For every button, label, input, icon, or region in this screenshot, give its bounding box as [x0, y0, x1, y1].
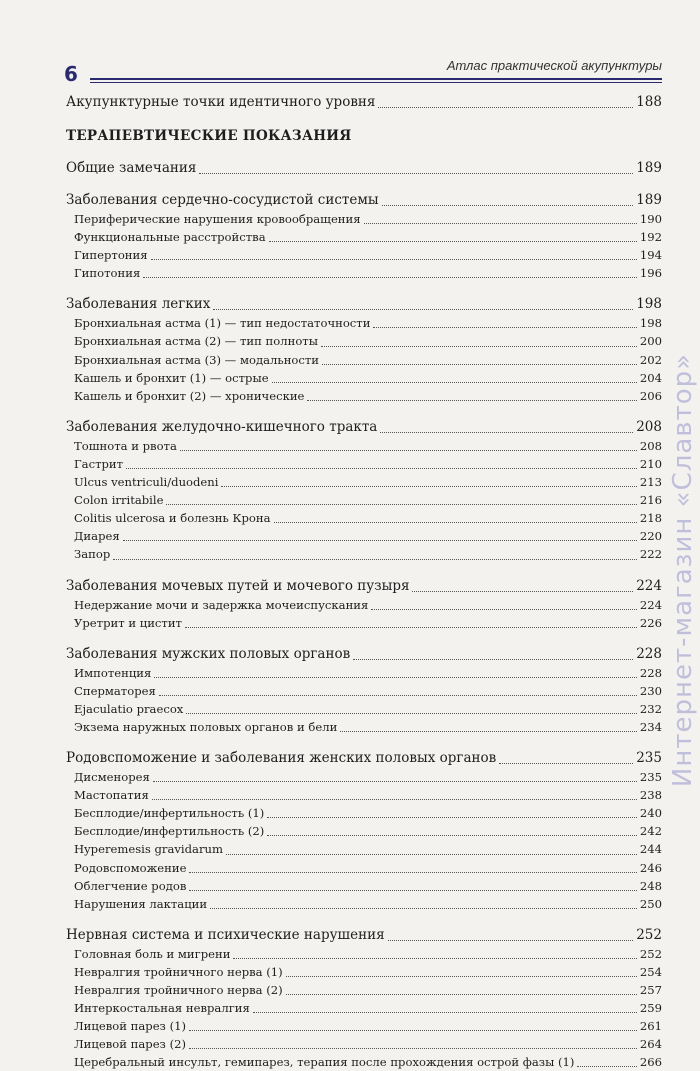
toc-subentry-page: 210 [639, 456, 662, 471]
leader-dots [123, 540, 637, 541]
leader-dots [499, 763, 633, 764]
toc-subentry [66, 369, 662, 387]
toc-subentry [66, 264, 662, 282]
toc-subentry-page: 246 [639, 860, 662, 875]
toc-chapter-label: Общие замечания [66, 160, 197, 176]
toc-subentry [66, 455, 662, 473]
leader-dots [189, 872, 636, 873]
header-rule-thin [90, 82, 662, 83]
leader-dots [371, 609, 637, 610]
toc-subentry-page: 230 [639, 683, 662, 698]
toc-chapter-label: Заболевания сердечно-сосудистой системы [66, 192, 379, 208]
toc-subentry-page: 238 [639, 788, 662, 803]
toc-subentry [66, 1017, 662, 1035]
toc-subentry-page: 252 [639, 946, 662, 961]
toc-subentry-label: Недержание мочи и задержка мочеиспускания [74, 597, 369, 612]
toc-chapter-page: 189 [636, 160, 662, 176]
leader-dots [199, 173, 633, 174]
toc-subentry-label: Гастрит [74, 456, 124, 471]
toc-subentry-page: 266 [639, 1055, 662, 1070]
leader-dots [286, 994, 637, 995]
toc-subentry [66, 981, 662, 999]
toc-subentry-label: Бесплодие/инфертильность (1) [74, 806, 265, 821]
toc-subentry-label: Ulcus ventriculi/duodeni [74, 475, 219, 490]
toc-subentry [66, 682, 662, 700]
toc-subentry-page: 192 [639, 230, 662, 245]
leader-dots [378, 107, 633, 108]
toc-subentry [66, 351, 662, 369]
leader-dots [577, 1066, 636, 1067]
toc-chapter-page: 252 [636, 926, 662, 943]
toc-chapter [66, 576, 662, 596]
toc-chapter [66, 294, 662, 314]
toc-subentry [66, 596, 662, 614]
toc-chapter-label: Заболевания мужских половых органов [66, 645, 351, 662]
leader-dots [126, 468, 637, 469]
toc-subentry-page: 208 [639, 438, 662, 453]
toc-subentry-label: Облегчение родов [74, 878, 187, 893]
toc-subentry [66, 614, 662, 632]
leader-dots [210, 908, 637, 909]
toc-subentry-page: 235 [639, 770, 662, 785]
toc-subentry-label: Бронхиальная астма (1) — тип недостаточности [74, 316, 371, 331]
toc-subentry-page: 261 [639, 1019, 662, 1034]
toc-chapter-label: Родовспоможение и заболевания женских половых органов [66, 750, 497, 767]
toc-subentry-label: Тошнота и рвота [74, 438, 177, 453]
toc-subentry-page: 257 [639, 983, 662, 997]
toc-chapter [66, 925, 662, 945]
toc-subentry [66, 859, 662, 877]
toc-chapter-label: Заболевания желудочно-кишечного тракта [66, 418, 378, 435]
table-of-contents [66, 92, 662, 1071]
toc-subentry-label: Лицевой парез (1) [74, 1019, 186, 1034]
toc-subentry-label: Мастопатия [74, 788, 149, 803]
toc-subentry-page: 190 [639, 212, 662, 226]
leader-dots [154, 677, 637, 678]
toc-subentry-page: 259 [639, 1001, 662, 1016]
leader-dots [152, 799, 637, 800]
toc-subentry-page: 218 [639, 511, 662, 526]
leader-dots [272, 382, 637, 383]
leader-dots [233, 958, 636, 959]
toc-subentry-label: Дисменорея [74, 770, 150, 785]
toc-subentry [66, 999, 662, 1017]
leader-dots [380, 432, 633, 433]
toc-subentry [66, 387, 662, 405]
leader-dots [221, 486, 636, 487]
leader-dots [307, 400, 636, 401]
toc-subentry [66, 1035, 662, 1053]
toc-subentry-label: Импотенция [74, 665, 152, 680]
toc-subentry [66, 822, 662, 840]
toc-subentry-page: 242 [639, 824, 662, 839]
toc-subentry-page: 220 [639, 529, 662, 544]
toc-subentry-page: 244 [639, 842, 662, 857]
leader-dots [253, 1012, 637, 1013]
leader-dots [340, 731, 637, 732]
toc-subentry-label: Colitis ulcerosa и болезнь Крона [74, 511, 271, 526]
toc-subentry-label: Невралгия тройничного нерва (1) [74, 964, 283, 979]
toc-subentry [66, 895, 662, 913]
toc-subentry-page: 240 [639, 806, 662, 821]
toc-subentry-label: Диарея [74, 529, 120, 544]
toc-subentry-page: 234 [639, 719, 662, 734]
toc-entry-label: Акупунктурные точки идентичного уровня [66, 94, 376, 110]
toc-subentry [66, 664, 662, 682]
toc-subentry [66, 210, 662, 228]
toc-subentry-label: Сперматорея [74, 683, 156, 698]
toc-subentry-page: 196 [639, 266, 662, 281]
toc-subentry-page: 226 [639, 615, 662, 630]
toc-entry-page: 188 [636, 94, 662, 110]
toc-subentry-page: 264 [639, 1037, 662, 1052]
leader-dots [186, 713, 637, 714]
leader-dots [388, 940, 634, 941]
leader-dots [373, 327, 636, 328]
toc-subentry-label: Интеркостальная невралгия [74, 1001, 250, 1016]
toc-subentry-label: Гипертония [74, 248, 148, 263]
toc-subentry-label: Colon irritabile [74, 493, 164, 508]
toc-subentry-page: 204 [639, 370, 662, 385]
toc-subentry [66, 877, 662, 895]
toc-subentry [66, 473, 662, 491]
toc-chapter [66, 158, 662, 178]
toc-subentry [66, 332, 662, 350]
leader-dots [382, 205, 634, 206]
toc-groups [66, 158, 662, 1071]
toc-chapter-label: Заболевания мочевых путей и мочевого пузыря [66, 577, 410, 594]
leader-dots [159, 695, 637, 696]
leader-dots [189, 1048, 637, 1049]
leader-dots [113, 559, 637, 560]
watermark-text: Интернет-магазин «Славтор» [668, 352, 698, 788]
toc-subentry [66, 804, 662, 822]
toc-chapter-page: 189 [636, 192, 662, 208]
toc-subentry-label: Родовспоможение [74, 860, 187, 875]
toc-subentry-label: Церебральный инсульт, гемипарез, терапия после прохождения острой фазы (1) [74, 1055, 575, 1070]
toc-subentry-page: 198 [639, 316, 662, 331]
toc-subentry-label: Запор [74, 547, 111, 562]
toc-subentry [66, 963, 662, 981]
toc-subentry-page: 224 [639, 597, 662, 612]
leader-dots [189, 890, 636, 891]
toc-chapter [66, 748, 662, 768]
toc-chapter-page: 198 [636, 296, 662, 313]
toc-subentry [66, 437, 662, 455]
toc-subentry-label: Кашель и бронхит (2) — хронические [74, 388, 305, 403]
toc-subentry-label: Экзема наружных половых органов и бели [74, 719, 338, 734]
watermark [666, 120, 700, 1020]
toc-subentry [66, 527, 662, 545]
toc-subentry-page: 202 [639, 352, 662, 367]
leader-dots [151, 259, 637, 260]
toc-subentry-label: Нарушения лактации [74, 896, 208, 911]
toc-subentry-page: 194 [639, 248, 662, 263]
toc-subentry-page: 248 [639, 878, 662, 893]
leader-dots [353, 659, 633, 660]
leader-dots [269, 241, 637, 242]
toc-subentry [66, 1053, 662, 1071]
leader-dots [364, 223, 637, 224]
toc-subentry-page: 228 [639, 665, 662, 680]
toc-chapter [66, 190, 662, 210]
leader-dots [189, 1030, 637, 1031]
leader-dots [166, 504, 636, 505]
toc-subentry-label: Бронхиальная астма (2) — тип полноты [74, 334, 318, 349]
page-number: 6 [64, 62, 78, 86]
toc-subentry-page: 200 [639, 334, 662, 349]
leader-dots [274, 522, 637, 523]
toc-subentry-label: Кашель и бронхит (1) — острые [74, 370, 269, 385]
toc-subentry-label: Hyperemesis gravidarum [74, 842, 223, 857]
toc-subentry-label: Периферические нарушения кровообращения [74, 212, 361, 226]
toc-chapter-page: 224 [636, 577, 662, 594]
toc-subentry [66, 491, 662, 509]
toc-subentry-label: Гипотония [74, 266, 141, 281]
toc-subentry-page: 232 [639, 701, 662, 716]
leader-dots [322, 364, 637, 365]
running-title: Атлас практической акупунктуры [446, 58, 662, 73]
toc-subentry [66, 768, 662, 786]
leader-dots [143, 277, 637, 278]
toc-chapter-page: 208 [636, 418, 662, 435]
toc-subentry [66, 246, 662, 264]
toc-chapter [66, 417, 662, 437]
leader-dots [185, 627, 637, 628]
toc-subentry [66, 228, 662, 246]
toc-subentry [66, 509, 662, 527]
leader-dots [213, 309, 633, 310]
toc-subentry-label: Функциональные расстройства [74, 230, 266, 245]
toc-subentry [66, 840, 662, 858]
toc-chapter [66, 644, 662, 664]
toc-subentry-label: Ejaculatio praecox [74, 701, 184, 716]
toc-subentry [66, 718, 662, 736]
toc-subentry [66, 314, 662, 332]
toc-subentry-page: 250 [639, 896, 662, 911]
toc-subentry [66, 786, 662, 804]
leader-dots [412, 591, 633, 592]
leader-dots [226, 854, 637, 855]
leader-dots [267, 835, 637, 836]
toc-chapter-page: 235 [636, 750, 662, 767]
header-rule [90, 78, 662, 80]
toc-subentry-label: Головная боль и мигрени [74, 946, 231, 961]
toc-subentry-page: 216 [639, 493, 662, 508]
toc-subentry-label: Невралгия тройничного нерва (2) [74, 983, 283, 997]
leader-dots [267, 817, 637, 818]
toc-subentry-label: Бесплодие/инфертильность (2) [74, 824, 265, 839]
leader-dots [180, 450, 637, 451]
toc-subentry-page: 213 [639, 475, 662, 490]
toc-chapter-page: 228 [636, 645, 662, 662]
toc-subentry-page: 206 [639, 388, 662, 403]
toc-subentry [66, 700, 662, 718]
section-heading: ТЕРАПЕВТИЧЕСКИЕ ПОКАЗАНИЯ [66, 128, 352, 144]
toc-chapter-label: Нервная система и психические нарушения [66, 926, 385, 943]
leader-dots [153, 781, 637, 782]
leader-dots [321, 346, 637, 347]
toc-subentry-label: Уретрит и цистит [74, 615, 182, 630]
toc-entry [66, 92, 662, 112]
toc-chapter-label: Заболевания легких [66, 296, 211, 313]
toc-subentry-label: Бронхиальная астма (3) — модальности [74, 352, 320, 367]
toc-subentry [66, 945, 662, 963]
toc-subentry-page: 222 [639, 547, 662, 562]
leader-dots [286, 976, 637, 977]
toc-subentry [66, 545, 662, 563]
toc-subentry-label: Лицевой парез (2) [74, 1037, 186, 1052]
toc-subentry-page: 254 [639, 964, 662, 979]
